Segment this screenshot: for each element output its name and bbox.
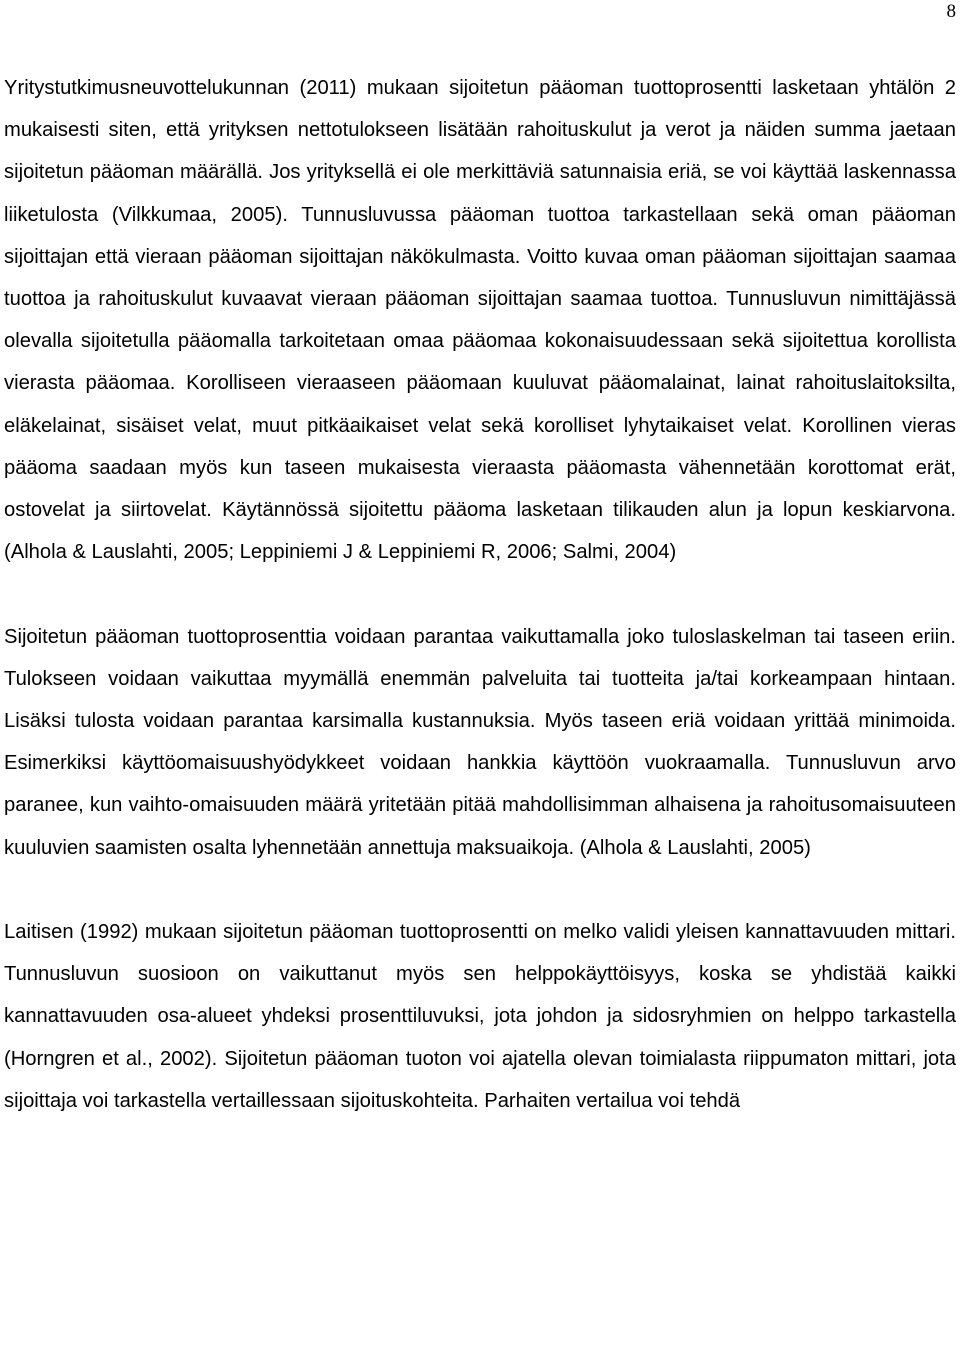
document-body bbox=[4, 67, 956, 1122]
page-number: 8 bbox=[946, 1, 956, 22]
paragraph-1: Yritystutkimusneuvottelukunnan (2011) mukaan sijoitetun pääoman tuottoprosentti lasketaan yhtälön 2 mukaisesti siten, että yrityksen nettotulokseen lisätään rahoituskulut ja verot ja näiden summa jaetaan sijoitetun pääoman määrällä. Jos yrityksellä ei ole merkittäviä satunnaisia eriä, se voi käyttää laskennassa liiketulosta (Vilkkumaa, 2005). Tunnusluvussa pääoman tuottoa tarkastellaan sekä oman pääoman sijoittajan että vieraan pääoman sijoittajan näkökulmasta. Voitto kuvaa oman pääoman sijoittajan saamaa tuottoa ja rahoituskulut kuvaavat vieraan pääoman sijoittajan saamaa tuottoa. Tunnusluvun nimittäjässä olevalla sijoitetulla pääomalla tarkoitetaan omaa pääomaa kokonaisuudessaan sekä sijoitettua korollista vierasta pääomaa. Korolliseen vieraaseen pääomaan kuuluvat pääomalainat, lainat rahoituslaitoksilta, eläkelainat, sisäiset velat, muut pitkäaikaiset velat sekä korolliset lyhytaikaiset velat. Korollinen vieras pääoma saadaan myös kun taseen mukaisesta vieraasta pääomasta vähennetään korottomat erät, ostovelat ja siirtovelat. Käytännössä sijoitettu pääoma lasketaan tilikauden alun ja lopun keskiarvona. (Alhola & Lauslahti, 2005; Leppiniemi J & Leppiniemi R, 2006; Salmi, 2004) bbox=[4, 77, 956, 564]
paragraph-2: Sijoitetun pääoman tuottoprosenttia voidaan parantaa vaikuttamalla joko tuloslaskelman tai taseen eriin. Tulokseen voidaan vaikuttaa myymällä enemmän palveluita tai tuotteita ja/tai korkeampaan hintaan. Lisäksi tulosta voidaan parantaa karsimalla kustannuksia. Myös taseen eriä voidaan yrittää minimoida. Esimerkiksi käyttöomaisuushyödykkeet voidaan hankkia käyttöön vuokraamalla. Tunnusluvun arvo paranee, kun vaihto-omaisuuden määrä yritetään pitää mahdollisimman alhaisena ja rahoitusomaisuuteen kuuluvien saamisten osalta lyhennetään annettuja maksuaikoja. (Alhola & Lauslahti, 2005) bbox=[4, 625, 956, 859]
paragraph-3: Laitisen (1992) mukaan sijoitetun pääoman tuottoprosentti on melko validi yleisen kannattavuuden mittari. Tunnusluvun suosioon on vaikuttanut myös sen helppokäyttöisyys, koska se yhdistää kaikki kannattavuuden osa-alueet yhdeksi prosenttiluvuksi, jota johdon ja sidosryhmien on helppo tarkastella (Horngren et al., 2002). Sijoitetun pääoman tuoton voi ajatella olevan toimialasta riippumaton mittari, jota sijoittaja voi tarkastella vertaillessaan sijoituskohteita. Parhaiten vertailua voi tehdä bbox=[4, 921, 956, 1112]
